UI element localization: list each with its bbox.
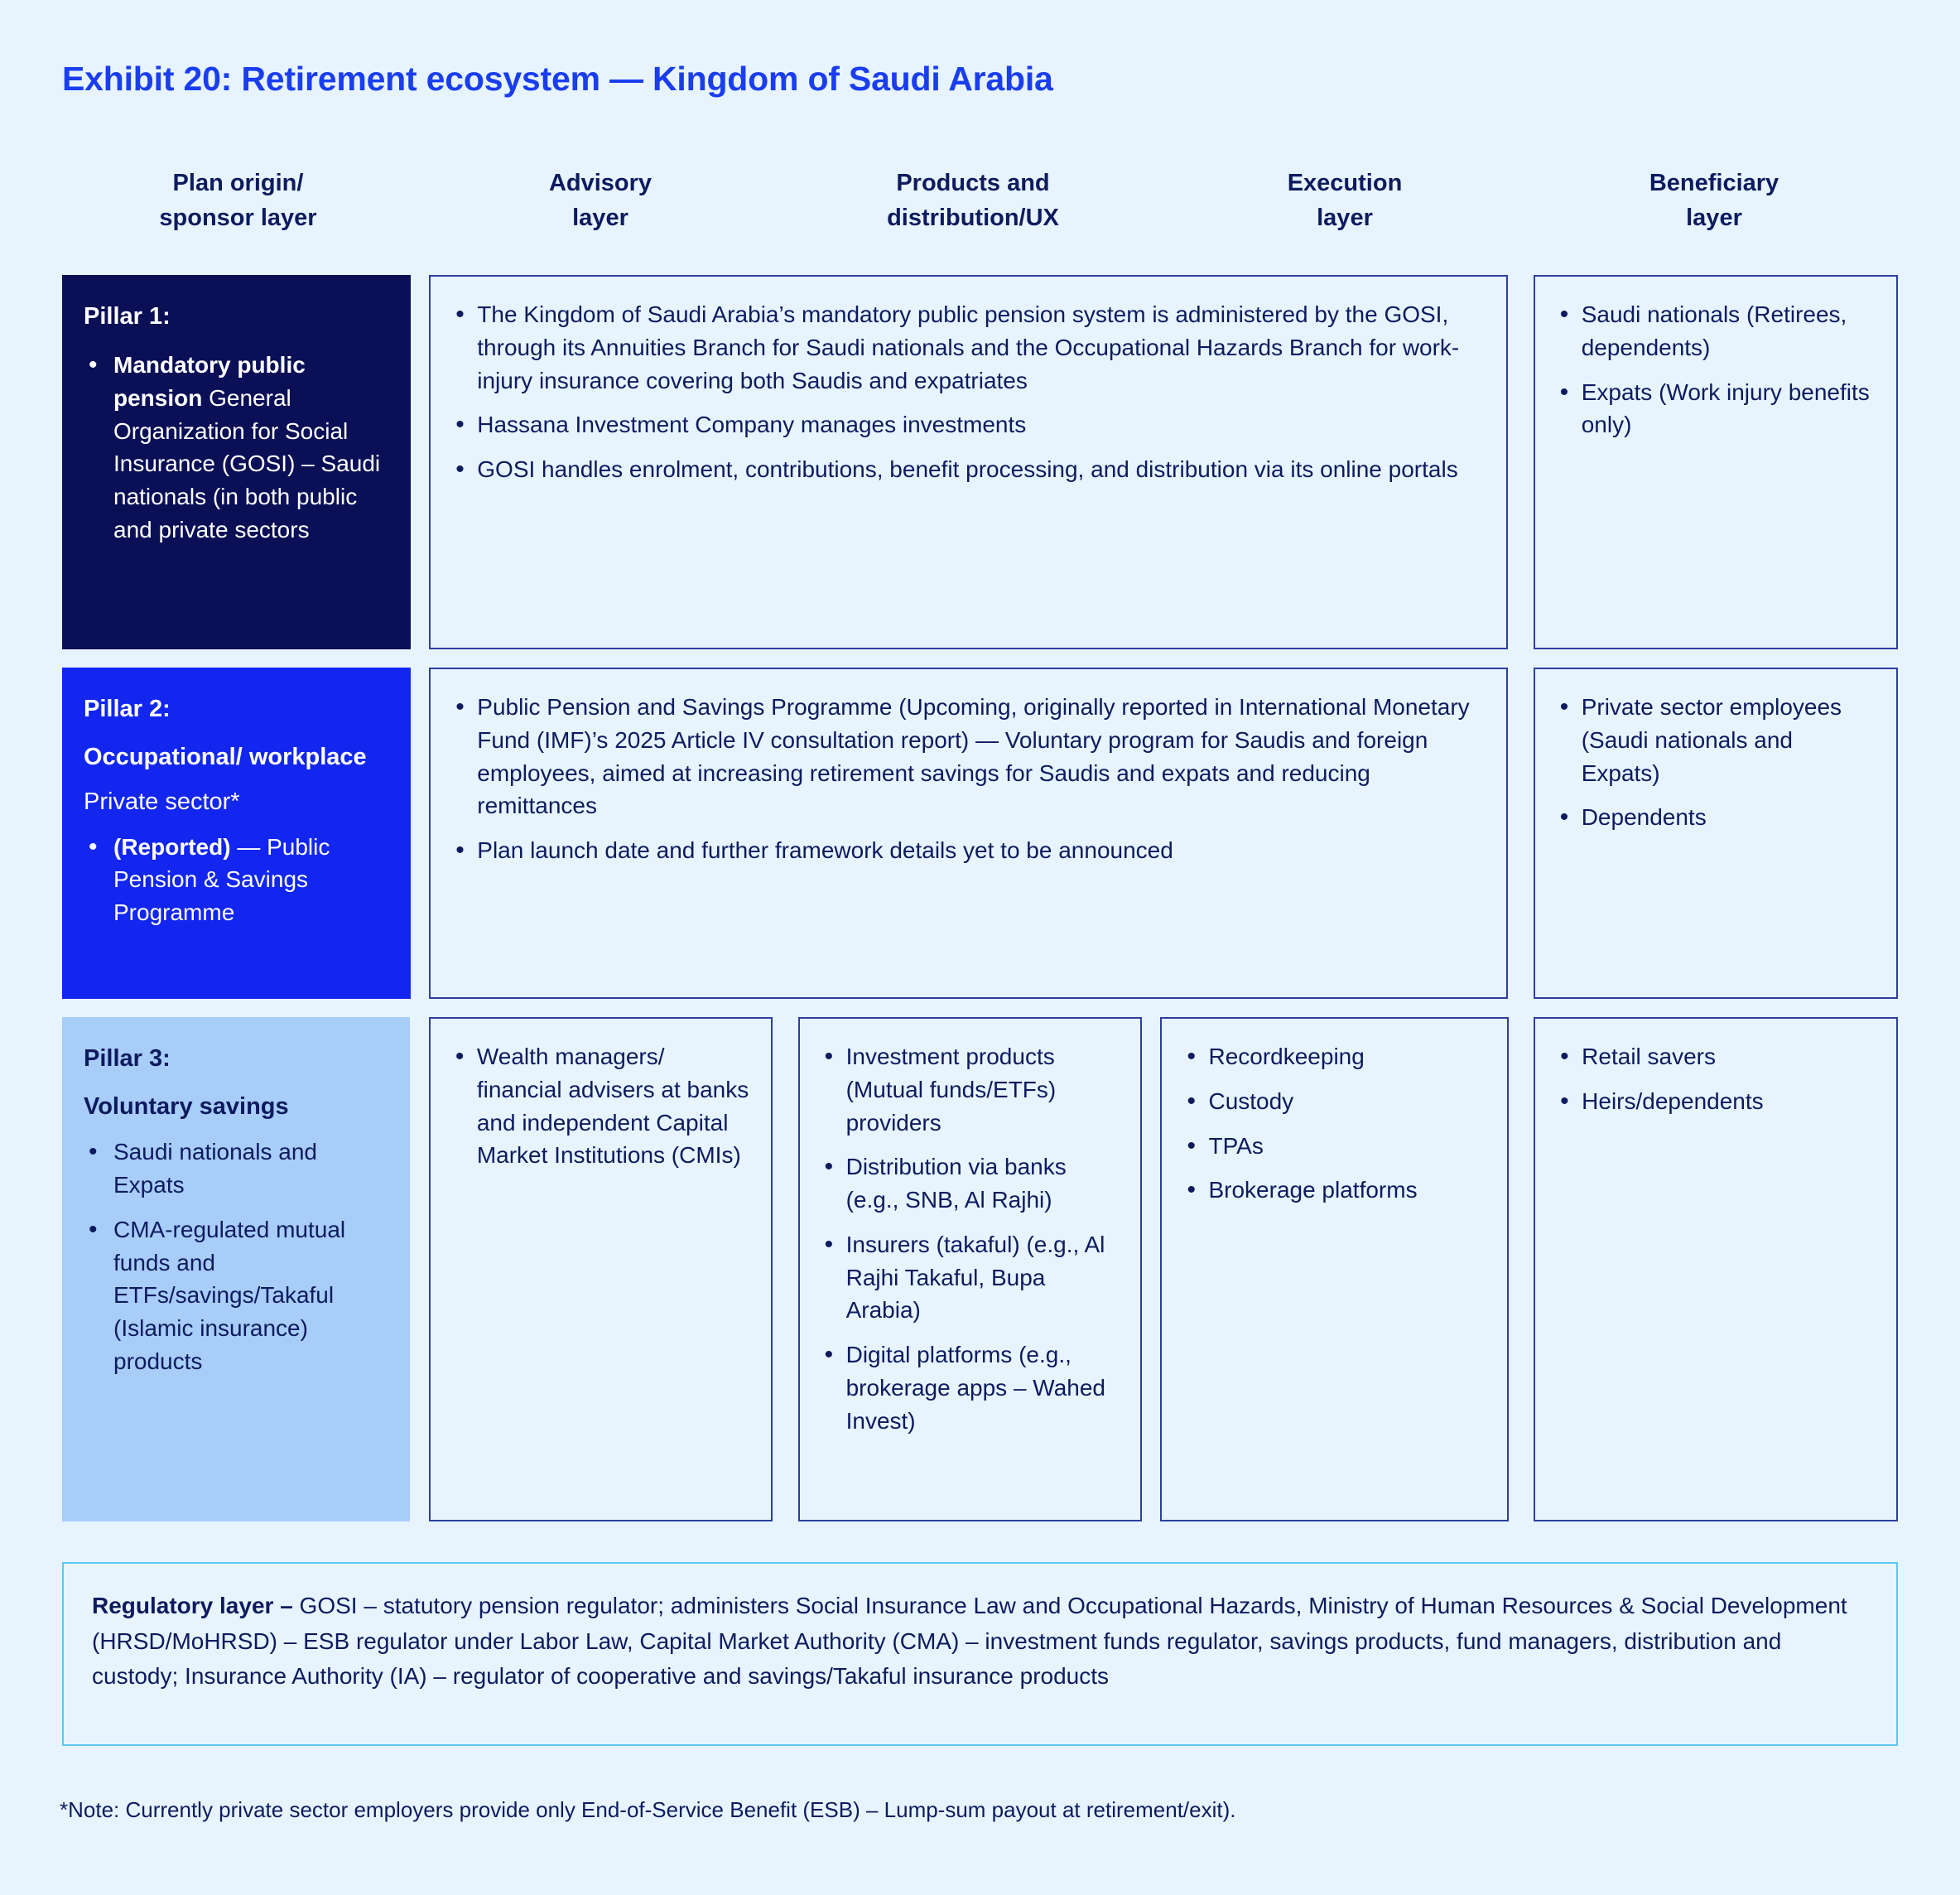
pillar-3-card: [62, 1017, 410, 1521]
row-pillar-3: [62, 1017, 1898, 1521]
row-pillar-2: [62, 668, 1898, 999]
list-item: [84, 831, 388, 929]
pillar-2-bullet-bold: (Reported): [113, 833, 231, 860]
column-gap: [410, 1017, 429, 1521]
list-item: • TPAs: [1180, 1130, 1485, 1163]
pillar-2-label: Pillar 2:: [84, 696, 171, 722]
list-item: • Brokerage platforms: [1180, 1174, 1485, 1207]
list-item: • Custody: [1180, 1085, 1485, 1118]
column-gap: [411, 275, 430, 649]
list-item: • Private sector employees (Saudi nationals and Expats): [1553, 691, 1875, 789]
column-header-line2: distribution/UX: [887, 205, 1059, 232]
pillar-1-beneficiary-bullets: [1553, 298, 1875, 441]
list-item: • Recordkeeping: [1180, 1040, 1485, 1073]
pillar-2-bullet-rest: — Public Pension & Savings Programme: [113, 833, 330, 926]
pillar-3-bullets: [84, 1136, 387, 1377]
column-header-line1: Beneficiary: [1649, 170, 1779, 196]
column-gap: [411, 668, 430, 999]
list-item: • Heirs/dependents: [1553, 1085, 1875, 1118]
pillar-3-beneficiary-bullets: [1553, 1040, 1875, 1118]
column-header-line1: Plan origin/: [172, 170, 304, 196]
list-item: • Distribution via banks (e.g., SNB, Al Rajhi): [818, 1150, 1119, 1217]
list-item: • Saudi nationals and Expats: [84, 1136, 387, 1202]
pillar-2-bullets: [84, 831, 388, 929]
list-item: • Expats (Work injury benefits only): [1553, 376, 1875, 442]
pillar-3-advisory-bullets: [449, 1040, 749, 1172]
pillar-2-plain-text: Private sector*: [84, 788, 240, 816]
column-header-line2: layer: [1686, 205, 1742, 232]
pillar-2-subtitle: Occupational/ workplace: [84, 744, 367, 771]
pillar-2-beneficiary-card: [1534, 668, 1898, 999]
pillar-3-subtitle: Voluntary savings: [84, 1093, 289, 1121]
pillar-1-bullet-rest: General Organization for Social Insurance (GOSI) – Saudi nationals (in both public and private sectors: [113, 384, 381, 542]
column-gap: [1508, 668, 1534, 999]
column-gap: [1509, 1017, 1534, 1521]
column-header-plan-origin: [62, 166, 414, 235]
pillar-3-products-bullets: [818, 1040, 1119, 1437]
pillar-1-beneficiary-card: [1534, 275, 1898, 649]
pillar-2-main-card: [429, 668, 1508, 999]
column-header-execution: [1159, 166, 1530, 235]
pillar-2-card: [62, 668, 411, 999]
pillar-1-bullet-bold: Mandatory public pension: [113, 352, 306, 411]
list-item: • Insurers (takaful) (e.g., Al Rajhi Takaful, Bupa Arabia): [818, 1228, 1119, 1327]
pillar-3-label: Pillar 3:: [84, 1045, 171, 1072]
column-header-line1: Advisory: [548, 170, 653, 196]
list-item: • Wealth managers/ financial advisers at banks and independent Capital Market Institutions (CMIs): [449, 1040, 749, 1172]
pillar-3-advisory-card: [429, 1017, 773, 1521]
pillar-1-main-card: [429, 275, 1508, 649]
regulatory-layer-text: GOSI – statutory pension regulator; administers Social Insurance Law and Occupational Hazards, Ministry of Human Resources & Social Development (HRSD/MoHRSD) – ESB regulator under Labor Law, Capital Market Authority (CMA) – investment funds regulator, savings products, fund managers, distribution and custody; Insurance Authority (IA) – regulator of cooperative and savings/Takaful insurance products: [92, 1593, 1847, 1690]
pillar-2-main-bullets: [449, 691, 1485, 867]
pillar-1-label: Pillar 1:: [84, 303, 171, 330]
column-header-advisory: [414, 166, 787, 235]
list-item: • The Kingdom of Saudi Arabia’s mandatory public pension system is administered by the GOSI, through its Annuities Branch for Saudi nationals and the Occupational Hazards Branch for work-injury insurance covering both Saudis and expatriates: [449, 298, 1485, 397]
list-item: • Plan launch date and further framework details yet to be announced: [449, 834, 1485, 867]
pillar-1-main-bullets: [449, 298, 1485, 486]
column-header-beneficiary: [1530, 166, 1898, 235]
column-header-line2: sponsor layer: [159, 205, 317, 232]
pillar-2-beneficiary-bullets: [1553, 691, 1875, 834]
column-header-line2: layer: [1317, 205, 1373, 232]
column-gap: [1508, 275, 1534, 649]
list-item: • Hassana Investment Company manages investments: [449, 408, 1485, 441]
list-item: • Digital platforms (e.g., brokerage apps – Wahed Invest): [818, 1338, 1119, 1437]
list-item: • CMA-regulated mutual funds and ETFs/savings/Takaful (Islamic insurance) products: [84, 1213, 387, 1378]
list-item: • Dependents: [1553, 801, 1875, 834]
column-header-line1: Products and: [896, 170, 1050, 196]
list-item: • Retail savers: [1553, 1040, 1875, 1073]
column-header-products: [787, 166, 1159, 235]
column-header-line1: Execution: [1287, 170, 1403, 196]
column-gap: [773, 1017, 798, 1521]
regulatory-layer-label: Regulatory layer –: [92, 1593, 293, 1618]
row-pillar-1: [62, 275, 1898, 649]
pillar-3-products-card: [798, 1017, 1142, 1521]
list-item: • GOSI handles enrolment, contributions, benefit processing, and distribution via its online portals: [449, 453, 1485, 486]
page-title: Exhibit 20: Retirement ecosystem — Kingdom of Saudi Arabia: [62, 60, 1053, 98]
list-item: • Investment products (Mutual funds/ETFs) providers: [818, 1040, 1119, 1139]
list-item: • Saudi nationals (Retirees, dependents): [1553, 298, 1875, 364]
column-headers: [62, 166, 1898, 235]
pillar-3-beneficiary-card: [1534, 1017, 1898, 1521]
regulatory-layer-card: [62, 1562, 1898, 1746]
column-header-line2: layer: [572, 205, 628, 232]
pillar-3-execution-bullets: [1180, 1040, 1485, 1207]
pillar-1-card: [62, 275, 411, 649]
footnote: *Note: Currently private sector employers provide only End-of-Service Benefit (ESB) – Lump-sum payout at retirement/exit).: [60, 1797, 1236, 1822]
pillar-3-execution-card: [1160, 1017, 1508, 1521]
pillar-1-bullets: [84, 349, 388, 547]
column-gap: [1142, 1017, 1161, 1521]
list-item: • Public Pension and Savings Programme (Upcoming, originally reported in International Monetary Fund (IMF)’s 2025 Article IV consultation report) — Voluntary program for Saudis and foreign employees, aimed at increasing retirement savings for Saudis and expats and reducing remittances: [449, 691, 1485, 822]
list-item: [84, 349, 388, 547]
